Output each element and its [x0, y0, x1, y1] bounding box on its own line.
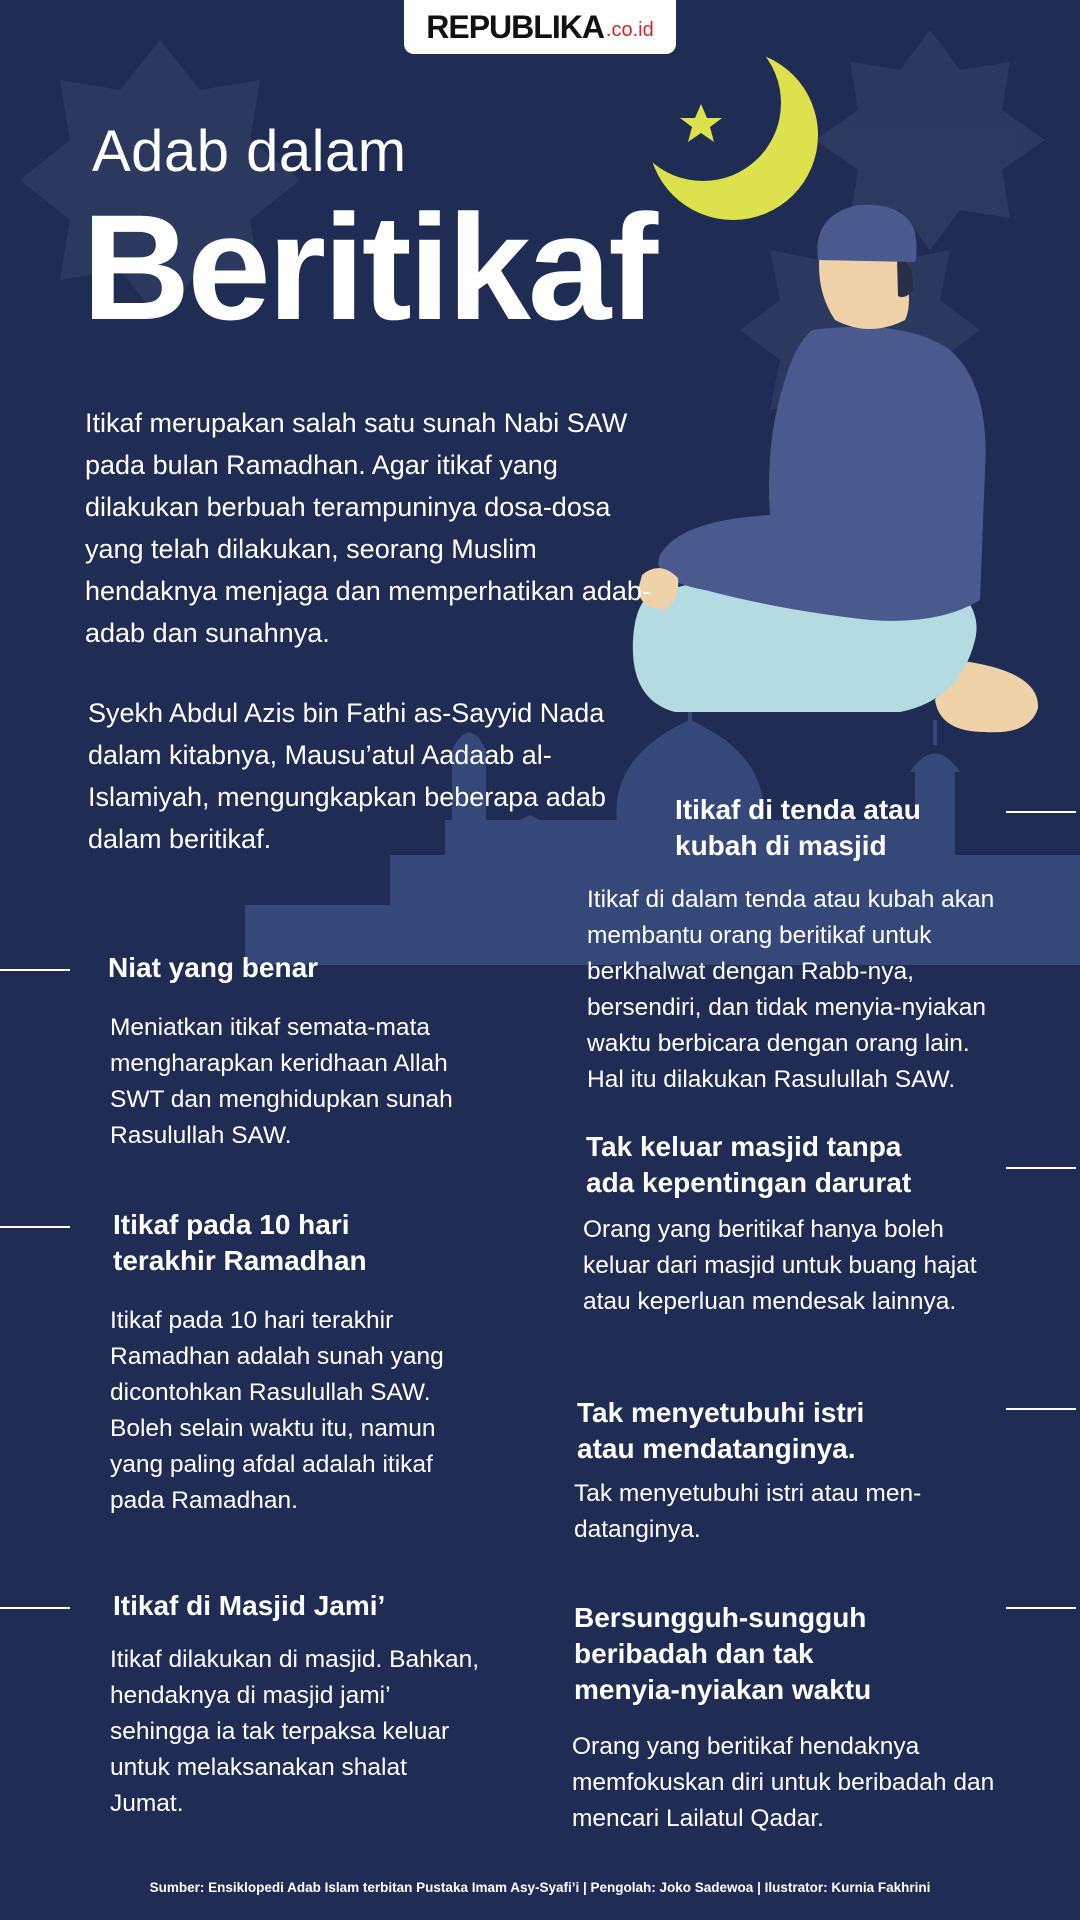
brand-name: REPUBLIKA: [426, 8, 604, 45]
section-title: Itikaf di Masjid Jami’: [113, 1590, 386, 1621]
source-credit: Sumber: Ensiklopedi Adab Islam terbitan Pustaka Imam Asy-Syafi’i | Pengolah: Joko Sadewoa | Ilustrator: Kurnia Fakhrini: [149, 1880, 931, 1895]
section-title: Itikaf di tenda atau kubah di masjid: [675, 794, 921, 861]
praying-person-illustration: [633, 205, 1038, 733]
section-title: Tak menyetubuhi istri atau mendatanginya.: [577, 1397, 865, 1464]
divider-line: [1006, 811, 1076, 813]
divider-line: [1006, 1607, 1076, 1609]
section-body: Itikaf pada 10 hari terakhir Ramadhan adalah sunah yang dicontohkan Rasulullah SAW. Boleh selain waktu itu, namun yang paling afdal adalah itikaf pada Ramadhan.: [110, 1307, 444, 1514]
brand-suffix: .co.id: [605, 18, 654, 41]
divider-line: [0, 1226, 70, 1228]
divider-line: [0, 969, 70, 971]
brand-logo: [404, 0, 676, 54]
intro-paragraph-source: Syekh Abdul Azis bin Fathi as-Sayyid Nada dalam kitabnya, Mausu’atul Aadaab al-Islamiyah, mengungkapkan beberapa adab dalam beritikaf.: [88, 698, 606, 854]
section-title: Bersungguh-sungguh beribadah dan tak menyia-nyiakan waktu: [574, 1602, 872, 1705]
section-body: Meniatkan itikaf semata-mata mengharapkan keridhaan Allah SWT dan menghidupkan sunah Rasulullah SAW.: [110, 1014, 453, 1149]
divider-line: [0, 1607, 70, 1609]
divider-line: [1006, 1408, 1076, 1410]
title-subheading: Adab dalam: [92, 119, 407, 184]
section-body: Itikaf di dalam tenda atau kubah akan membantu orang beritikaf untuk berkhalwat dengan Rabb-nya, bersendiri, dan tidak menyia-nyiakan waktu berbicara dengan orang lain. Hal itu dilakukan Rasulullah SAW.: [587, 886, 995, 1093]
section-title: Tak keluar masjid tanpa ada kepentingan darurat: [586, 1131, 912, 1198]
section-body: Orang yang beritikaf hanya boleh keluar dari masjid untuk buang hajat atau keperluan mendesak lainnya.: [583, 1216, 977, 1315]
divider-line: [1006, 1167, 1076, 1169]
intro-paragraph: Itikaf merupakan salah satu sunah Nabi SAW pada bulan Ramadhan. Agar itikaf yang dilakukan berbuah terampuninya dosa-dosa yang telah dilakukan, seorang Muslim hendaknya menjaga dan memperhatikan adab-adab dan sunahnya.: [85, 408, 651, 648]
section-body: Orang yang beritikaf hendaknya memfokuskan diri untuk beribadah dan mencari Lailatul Qadar.: [572, 1733, 995, 1832]
page-title: Beritikaf: [82, 183, 656, 351]
section-title: Itikaf pada 10 hari terakhir Ramadhan: [113, 1209, 367, 1276]
section-title: Niat yang benar: [108, 952, 319, 983]
section-body: Tak menyetubuhi istri atau men-datanginya.: [574, 1480, 922, 1543]
section-body: Itikaf dilakukan di masjid. Bahkan, hendaknya di masjid jami’ sehingga ia tak terpaksa keluar untuk melaksanakan shalat Jumat.: [110, 1646, 480, 1817]
